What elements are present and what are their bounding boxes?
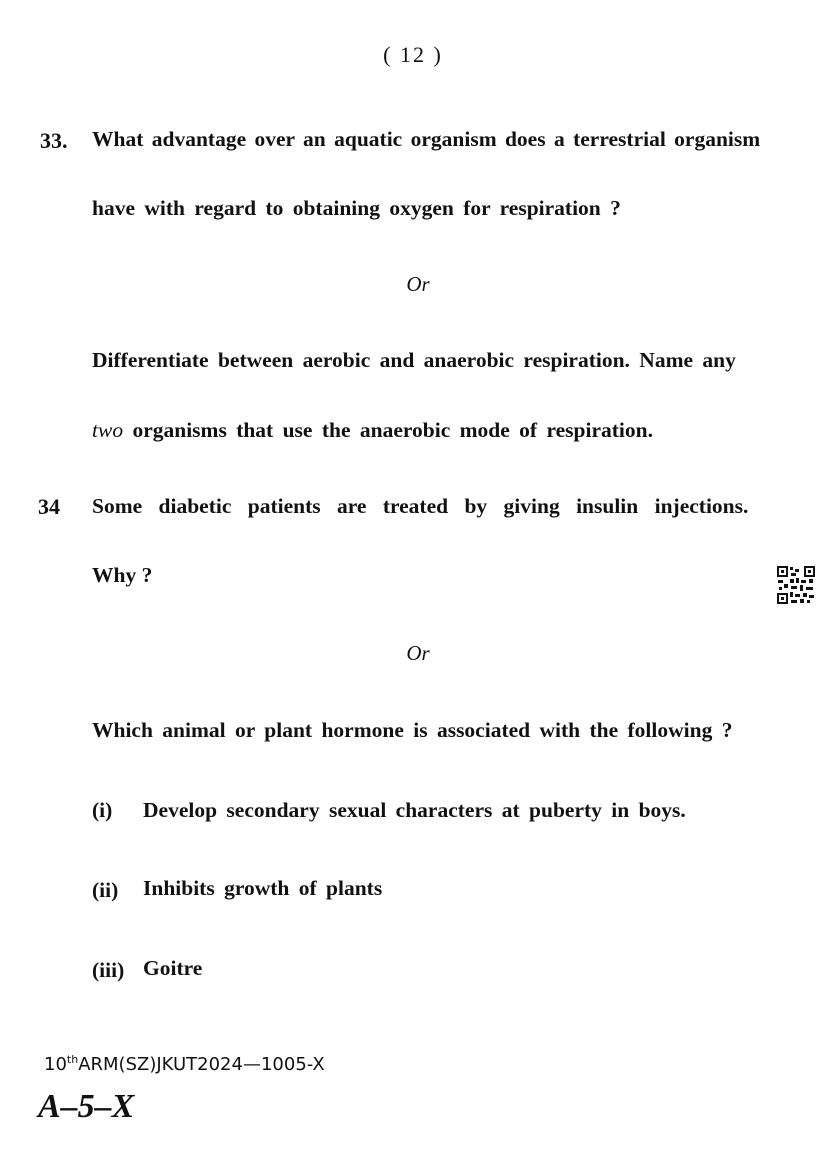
sub-item-text-1: Develop secondary sexual characters at puberty in boys. — [143, 798, 686, 822]
or-separator-34: Or — [406, 641, 430, 665]
question-33-alt-line-1: Differentiate between aerobic and anaerobic respiration. Name any — [92, 348, 736, 372]
qr-code-icon — [776, 565, 816, 605]
question-34-alt-line-1: Which animal or plant hormone is associated with the following ? — [92, 718, 733, 742]
sub-item-label-3: (iii) — [92, 958, 125, 982]
question-33-line-1-text: What advantage over an aquatic organism does a terrestrial organism — [92, 127, 761, 151]
question-34-line-1: Some diabetic patients are treated by giving insulin injections. — [92, 494, 749, 518]
paper-code-rest: ARM(SZ)JKUT2024—1005-X — [78, 1054, 325, 1075]
paper-code — [44, 1053, 325, 1075]
sub-item-label-2: (ii) — [92, 878, 119, 902]
question-33-line-1 — [92, 127, 788, 152]
question-number-34: 34 — [38, 494, 60, 519]
page-number: ( 12 ) — [383, 42, 443, 67]
question-33-line-2: have with regard to obtaining oxygen for respiration ? — [92, 196, 621, 220]
sub-item-text-2: Inhibits growth of plants — [143, 876, 383, 900]
paper-code-sup: th — [66, 1053, 79, 1066]
question-33-alt-line-2 — [92, 418, 653, 443]
question-33-alt-line-2-rest: organisms that use the anaerobic mode of respiration. — [132, 418, 653, 442]
question-34-line-2: Why ? — [92, 563, 153, 587]
or-separator-33: Or — [406, 272, 430, 296]
sub-item-label-1: (i) — [92, 798, 113, 822]
emphasis-two: two — [92, 418, 124, 442]
paper-code-prefix: 10 — [44, 1054, 67, 1075]
sub-item-text-3: Goitre — [143, 956, 203, 980]
question-number-33: 33. — [40, 128, 68, 153]
paper-set-code: A–5–X — [38, 1088, 135, 1125]
